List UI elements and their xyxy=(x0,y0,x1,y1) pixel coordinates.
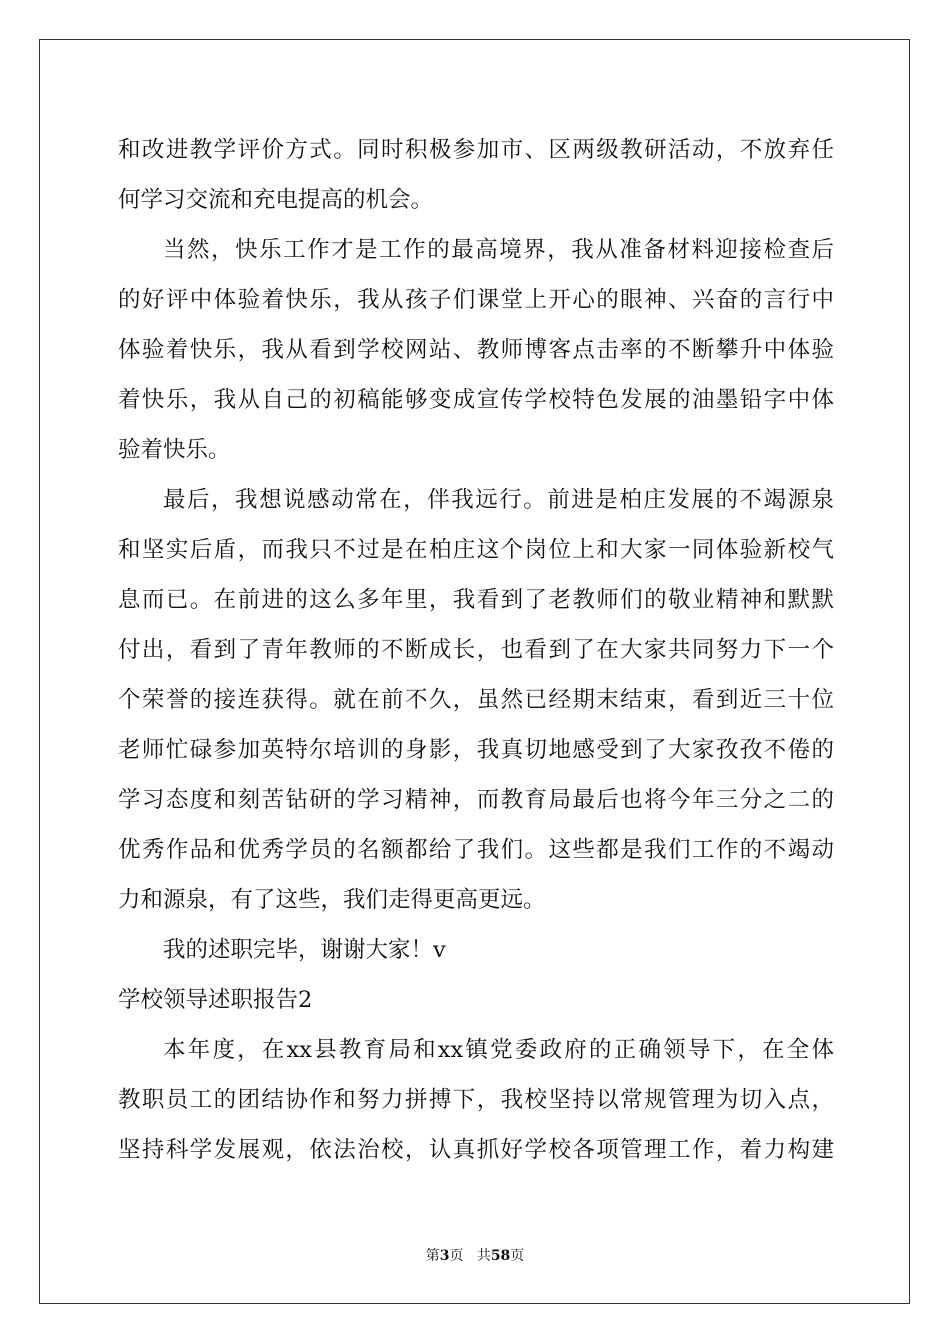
paragraph-start-line: 本年度，在xx县教育局和xx镇党委政府的正确领导下，在全体 xyxy=(163,1037,834,1063)
text-line: 和改进教学评价方式。同时积极参加市、区两级教研活动，不放弃任 xyxy=(118,137,834,163)
text-line: 何学习交流和充电提高的机会。 xyxy=(118,187,434,213)
paragraph-start-line: 当然，快乐工作才是工作的最高境界，我从准备材料迎接检查后 xyxy=(163,237,834,263)
footer-total-prefix: 共 xyxy=(476,1248,491,1264)
text-line: 坚持科学发展观，依法治校，认真抓好学校各项管理工作，着力构建 xyxy=(118,1137,834,1163)
paragraph-start-line: 最后，我想说感动常在，伴我远行。前进是柏庄发展的不竭源泉 xyxy=(163,487,834,513)
text-line: 老师忙碌参加英特尔培训的身影，我真切地感受到了大家孜孜不倦的 xyxy=(118,737,834,763)
text-line: 优秀作品和优秀学员的名额都给了我们。这些都是我们工作的不竭动 xyxy=(118,837,834,863)
page-footer xyxy=(0,1246,950,1266)
text-line: 学习态度和刻苦钻研的学习精神，而教育局最后也将今年三分之二的 xyxy=(118,787,834,813)
text-line: 教职员工的团结协作和努力拼搏下，我校坚持以常规管理为切入点， xyxy=(118,1087,834,1113)
text-line: 个荣誉的接连获得。就在前不久，虽然已经期末结束，看到近三十位 xyxy=(118,687,834,713)
text-line: 和坚实后盾，而我只不过是在柏庄这个岗位上和大家一同体验新校气 xyxy=(118,537,834,563)
total-pages-number: 58 xyxy=(490,1248,511,1264)
text-line: 验着快乐。 xyxy=(118,437,231,463)
text-line: 息而已。在前进的这么多年里，我看到了老教师们的敬业精神和默默 xyxy=(118,587,834,613)
text-line: 着快乐，我从自己的初稿能够变成宣传学校特色发展的油墨铅字中体 xyxy=(118,387,834,413)
footer-total-suffix: 页 xyxy=(510,1248,525,1264)
closing-line: 我的述职完毕，谢谢大家！v xyxy=(163,937,446,963)
text-line: 体验着快乐，我从看到学校网站、教师博客点击率的不断攀升中体验 xyxy=(118,337,834,363)
footer-prefix: 第 xyxy=(425,1248,440,1264)
text-line: 力和源泉，有了这些，我们走得更高更远。 xyxy=(118,887,546,913)
current-page-number: 3 xyxy=(439,1248,450,1264)
text-line: 的好评中体验着快乐，我从孩子们课堂上开心的眼神、兴奋的言行中 xyxy=(118,287,834,313)
footer-page-suffix: 页 xyxy=(449,1248,464,1264)
section-heading: 学校领导述职报告2 xyxy=(118,987,313,1013)
text-line: 付出，看到了青年教师的不断成长，也看到了在大家共同努力下一个 xyxy=(118,637,834,663)
